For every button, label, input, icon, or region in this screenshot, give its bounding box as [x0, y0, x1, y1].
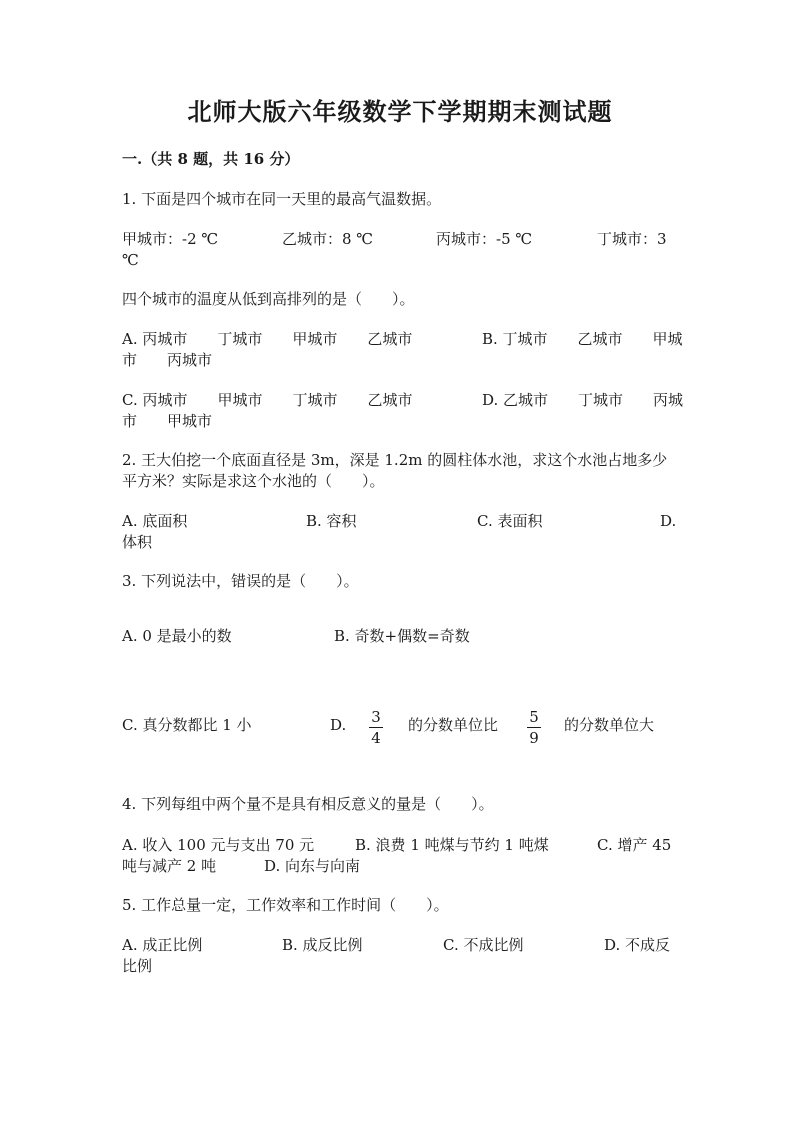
- q1-stem: 1. 下面是四个城市在同一天里的最高气温数据。: [122, 190, 442, 208]
- q1-temp-bing: 丙城市：-5 ℃: [436, 230, 533, 248]
- page-title: 北师大版六年级数学下学期期末测试题: [187, 97, 613, 126]
- q5-stem: 5. 工作总量一定，工作效率和工作时间（ ）。: [122, 896, 449, 914]
- q4-option-b: B. 浪费 1 吨煤与节约 1 吨煤: [355, 836, 549, 854]
- q1-temp-yi: 乙城市：8 ℃: [282, 230, 374, 248]
- q2-option-d: D.: [660, 512, 677, 530]
- q1-temp-ding-unit: ℃: [122, 251, 139, 269]
- q3-fraction-three-quarters: [367, 708, 385, 747]
- fraction-denominator: 9: [529, 729, 539, 747]
- q3-option-c: C. 真分数都比 1 小: [122, 716, 252, 734]
- q5-option-a: A. 成正比例: [122, 936, 203, 954]
- q1-temp-ding: 丁城市：3: [597, 230, 667, 248]
- q3-stem: 3. 下列说法中，错误的是（ ）。: [122, 572, 359, 590]
- fraction-bar: [527, 727, 541, 728]
- fraction-numerator: 3: [371, 708, 381, 726]
- q3-fraction-five-ninths: [525, 708, 543, 747]
- q2-stem-line2: 平方米？实际是求这个水池的（ ）。: [122, 472, 385, 490]
- q4-stem: 4. 下列每组中两个量不是具有相反意义的量是（ ）。: [122, 795, 494, 813]
- q2-option-d-cont: 体积: [122, 533, 153, 551]
- fraction-denominator: 4: [371, 729, 381, 747]
- section-heading: 一.（共 8 题，共 16 分）: [122, 150, 300, 168]
- q3-option-a: A. 0 是最小的数: [122, 627, 232, 645]
- q3-option-d-label: D.: [330, 716, 347, 734]
- fraction-numerator: 5: [529, 708, 539, 726]
- q5-option-b: B. 成反比例: [282, 936, 363, 954]
- q5-option-d: D. 不成反: [604, 936, 671, 954]
- q2-option-a: A. 底面积: [122, 512, 188, 530]
- q2-option-b: B. 容积: [306, 512, 357, 530]
- q4-option-c: C. 增产 45: [597, 836, 672, 854]
- q2-option-c: C. 表面积: [477, 512, 543, 530]
- fraction-bar: [369, 727, 383, 728]
- q1-temp-jia: 甲城市：-2 ℃: [122, 230, 219, 248]
- q4-option-d: D. 向东与向南: [264, 857, 361, 875]
- q1-option-c: C. 丙城市 甲城市 丁城市 乙城市: [122, 391, 413, 409]
- q5-option-d-cont: 比例: [122, 957, 153, 975]
- q1-ask: 四个城市的温度从低到高排列的是（ ）。: [122, 290, 415, 308]
- q1-option-b: B. 丁城市 乙城市 甲城: [482, 330, 683, 348]
- q4-option-a: A. 收入 100 元与支出 70 元: [122, 836, 315, 854]
- q2-stem-line1: 2. 王大伯挖一个底面直径是 3m，深是 1.2m 的圆柱体水池，求这个水池占地多少: [122, 451, 668, 469]
- q1-option-a: A. 丙城市 丁城市 甲城市 乙城市: [122, 330, 413, 348]
- q3-option-b: B. 奇数+偶数=奇数: [334, 627, 470, 645]
- q3-option-d-end: 的分数单位大: [564, 716, 655, 734]
- q1-option-b-cont: 市 丙城市: [122, 351, 213, 369]
- q5-option-c: C. 不成比例: [443, 936, 524, 954]
- q1-option-d-cont: 市 甲城市: [122, 412, 213, 430]
- q4-option-c-cont: 吨与减产 2 吨: [122, 857, 217, 875]
- q3-option-d-mid: 的分数单位比: [408, 716, 499, 734]
- q1-option-d: D. 乙城市 丁城市 丙城: [482, 391, 684, 409]
